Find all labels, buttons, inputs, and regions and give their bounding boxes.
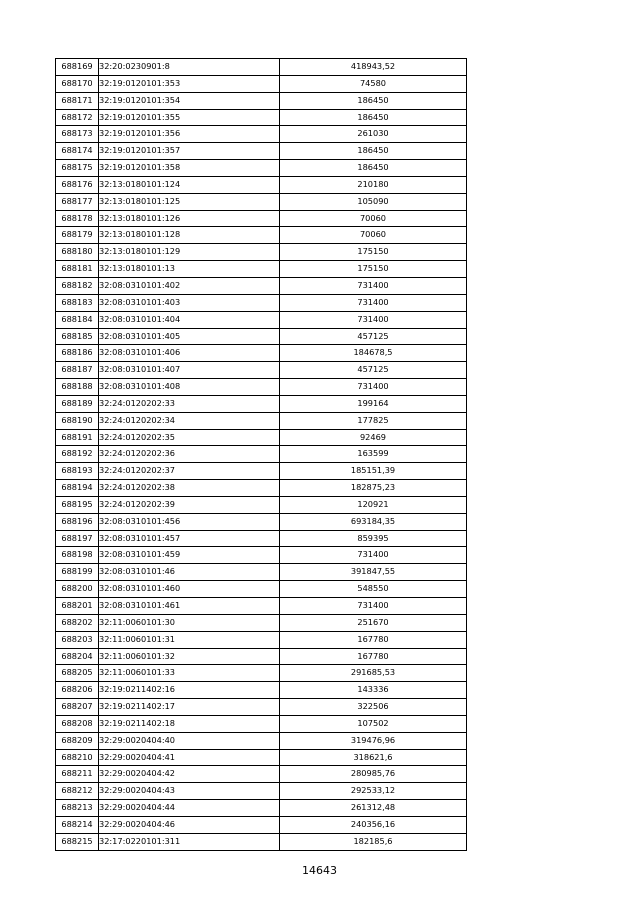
value-cell: 107502	[280, 715, 467, 732]
cadastral-code-cell: 32:29:0020404:40	[99, 732, 280, 749]
table-row	[56, 109, 467, 126]
value-cell: 418943,52	[280, 59, 467, 76]
table-row	[56, 833, 467, 850]
row-id-cell: 688190	[56, 412, 99, 429]
cadastral-code-cell: 32:24:0120202:34	[99, 412, 280, 429]
cadastral-code-cell: 32:29:0020404:46	[99, 816, 280, 833]
row-id-cell: 688211	[56, 766, 99, 783]
row-id-cell: 688198	[56, 547, 99, 564]
row-id-cell: 688210	[56, 749, 99, 766]
row-id-cell: 688212	[56, 783, 99, 800]
cadastral-code-cell: 32:24:0120202:35	[99, 429, 280, 446]
table-row	[56, 92, 467, 109]
cadastral-code-cell: 32:11:0060101:30	[99, 614, 280, 631]
cadastral-code-cell: 32:13:0180101:128	[99, 227, 280, 244]
row-id-cell: 688214	[56, 816, 99, 833]
table-row	[56, 210, 467, 227]
cadastral-code-cell: 32:08:0310101:46	[99, 564, 280, 581]
value-cell: 143336	[280, 682, 467, 699]
table-row	[56, 513, 467, 530]
table-row	[56, 294, 467, 311]
value-cell: 261312,48	[280, 800, 467, 817]
table-row	[56, 564, 467, 581]
row-id-cell: 688206	[56, 682, 99, 699]
value-cell: 199164	[280, 395, 467, 412]
table-row	[56, 480, 467, 497]
row-id-cell: 688174	[56, 143, 99, 160]
value-cell: 731400	[280, 277, 467, 294]
table-row	[56, 715, 467, 732]
value-cell: 167780	[280, 648, 467, 665]
value-cell: 391847,55	[280, 564, 467, 581]
value-cell: 548550	[280, 581, 467, 598]
table-row	[56, 261, 467, 278]
cadastral-code-cell: 32:19:0120101:357	[99, 143, 280, 160]
value-cell: 105090	[280, 193, 467, 210]
value-cell: 261030	[280, 126, 467, 143]
row-id-cell: 688184	[56, 311, 99, 328]
cadastral-code-cell: 32:19:0120101:354	[99, 92, 280, 109]
row-id-cell: 688172	[56, 109, 99, 126]
row-id-cell: 688191	[56, 429, 99, 446]
value-cell: 210180	[280, 176, 467, 193]
cadastral-code-cell: 32:08:0310101:404	[99, 311, 280, 328]
table-row	[56, 193, 467, 210]
value-cell: 731400	[280, 379, 467, 396]
row-id-cell: 688182	[56, 277, 99, 294]
row-id-cell: 688202	[56, 614, 99, 631]
row-id-cell: 688201	[56, 598, 99, 615]
table-row	[56, 345, 467, 362]
cadastral-code-cell: 32:08:0310101:407	[99, 362, 280, 379]
row-id-cell: 688173	[56, 126, 99, 143]
table-row	[56, 749, 467, 766]
row-id-cell: 688188	[56, 379, 99, 396]
row-id-cell: 688200	[56, 581, 99, 598]
value-cell: 186450	[280, 109, 467, 126]
cadastral-code-cell: 32:13:0180101:13	[99, 261, 280, 278]
row-id-cell: 688175	[56, 160, 99, 177]
cadastral-code-cell: 32:19:0120101:358	[99, 160, 280, 177]
row-id-cell: 688189	[56, 395, 99, 412]
row-id-cell: 688187	[56, 362, 99, 379]
row-id-cell: 688178	[56, 210, 99, 227]
value-cell: 457125	[280, 362, 467, 379]
value-cell: 167780	[280, 631, 467, 648]
value-cell: 731400	[280, 598, 467, 615]
table-row	[56, 311, 467, 328]
value-cell: 186450	[280, 92, 467, 109]
table-row	[56, 614, 467, 631]
value-cell: 186450	[280, 143, 467, 160]
row-id-cell: 688171	[56, 92, 99, 109]
cadastral-code-cell: 32:11:0060101:31	[99, 631, 280, 648]
table-row	[56, 800, 467, 817]
value-cell: 175150	[280, 244, 467, 261]
row-id-cell: 688170	[56, 75, 99, 92]
cadastral-code-cell: 32:29:0020404:43	[99, 783, 280, 800]
table-row	[56, 648, 467, 665]
cadastral-code-cell: 32:08:0310101:457	[99, 530, 280, 547]
table-row	[56, 227, 467, 244]
table-row	[56, 783, 467, 800]
cadastral-code-cell: 32:19:0211402:17	[99, 699, 280, 716]
row-id-cell: 688199	[56, 564, 99, 581]
table-row	[56, 143, 467, 160]
registry-table-body	[56, 59, 467, 851]
cadastral-code-cell: 32:19:0120101:353	[99, 75, 280, 92]
table-row	[56, 631, 467, 648]
table-row	[56, 463, 467, 480]
value-cell: 322506	[280, 699, 467, 716]
value-cell: 182875,23	[280, 480, 467, 497]
table-row	[56, 395, 467, 412]
row-id-cell: 688197	[56, 530, 99, 547]
cadastral-code-cell: 32:08:0310101:460	[99, 581, 280, 598]
table-row	[56, 328, 467, 345]
registry-table	[55, 58, 467, 851]
row-id-cell: 688205	[56, 665, 99, 682]
table-row	[56, 766, 467, 783]
table-row	[56, 496, 467, 513]
value-cell: 731400	[280, 547, 467, 564]
value-cell: 92469	[280, 429, 467, 446]
value-cell: 177825	[280, 412, 467, 429]
cadastral-code-cell: 32:13:0180101:125	[99, 193, 280, 210]
row-id-cell: 688196	[56, 513, 99, 530]
value-cell: 186450	[280, 160, 467, 177]
value-cell: 70060	[280, 227, 467, 244]
row-id-cell: 688203	[56, 631, 99, 648]
table-row	[56, 59, 467, 76]
table-row	[56, 379, 467, 396]
row-id-cell: 688186	[56, 345, 99, 362]
cadastral-code-cell: 32:19:0120101:356	[99, 126, 280, 143]
value-cell: 280985,76	[280, 766, 467, 783]
cadastral-code-cell: 32:08:0310101:461	[99, 598, 280, 615]
table-row	[56, 682, 467, 699]
value-cell: 120921	[280, 496, 467, 513]
row-id-cell: 688176	[56, 176, 99, 193]
row-id-cell: 688181	[56, 261, 99, 278]
cadastral-code-cell: 32:19:0120101:355	[99, 109, 280, 126]
row-id-cell: 688215	[56, 833, 99, 850]
cadastral-code-cell: 32:11:0060101:33	[99, 665, 280, 682]
value-cell: 291685,53	[280, 665, 467, 682]
cadastral-code-cell: 32:24:0120202:33	[99, 395, 280, 412]
table-row	[56, 816, 467, 833]
table-row	[56, 530, 467, 547]
value-cell: 70060	[280, 210, 467, 227]
row-id-cell: 688207	[56, 699, 99, 716]
table-row	[56, 581, 467, 598]
row-id-cell: 688169	[56, 59, 99, 76]
row-id-cell: 688192	[56, 446, 99, 463]
value-cell: 457125	[280, 328, 467, 345]
value-cell: 693184,35	[280, 513, 467, 530]
value-cell: 163599	[280, 446, 467, 463]
row-id-cell: 688194	[56, 480, 99, 497]
table-row	[56, 598, 467, 615]
cadastral-code-cell: 32:08:0310101:456	[99, 513, 280, 530]
row-id-cell: 688179	[56, 227, 99, 244]
value-cell: 175150	[280, 261, 467, 278]
value-cell: 859395	[280, 530, 467, 547]
cadastral-code-cell: 32:08:0310101:459	[99, 547, 280, 564]
cadastral-code-cell: 32:08:0310101:408	[99, 379, 280, 396]
value-cell: 182185,6	[280, 833, 467, 850]
cadastral-code-cell: 32:13:0180101:129	[99, 244, 280, 261]
value-cell: 319476,96	[280, 732, 467, 749]
row-id-cell: 688193	[56, 463, 99, 480]
cadastral-code-cell: 32:20:0230901:8	[99, 59, 280, 76]
cadastral-code-cell: 32:24:0120202:38	[99, 480, 280, 497]
table-row	[56, 244, 467, 261]
cadastral-code-cell: 32:29:0020404:41	[99, 749, 280, 766]
cadastral-code-cell: 32:13:0180101:126	[99, 210, 280, 227]
cadastral-code-cell: 32:13:0180101:124	[99, 176, 280, 193]
table-row	[56, 75, 467, 92]
table-row	[56, 547, 467, 564]
table-row	[56, 277, 467, 294]
table-row	[56, 362, 467, 379]
table-row	[56, 412, 467, 429]
page-number: 14643	[302, 864, 337, 877]
cadastral-code-cell: 32:24:0120202:36	[99, 446, 280, 463]
cadastral-code-cell: 32:08:0310101:405	[99, 328, 280, 345]
table-row	[56, 160, 467, 177]
cadastral-code-cell: 32:08:0310101:402	[99, 277, 280, 294]
cadastral-code-cell: 32:29:0020404:44	[99, 800, 280, 817]
table-row	[56, 446, 467, 463]
value-cell: 731400	[280, 311, 467, 328]
cadastral-code-cell: 32:19:0211402:18	[99, 715, 280, 732]
cadastral-code-cell: 32:11:0060101:32	[99, 648, 280, 665]
table-row	[56, 429, 467, 446]
row-id-cell: 688204	[56, 648, 99, 665]
table-row	[56, 732, 467, 749]
cadastral-code-cell: 32:29:0020404:42	[99, 766, 280, 783]
value-cell: 185151,39	[280, 463, 467, 480]
cadastral-code-cell: 32:17:0220101:311	[99, 833, 280, 850]
value-cell: 240356,16	[280, 816, 467, 833]
cadastral-code-cell: 32:19:0211402:16	[99, 682, 280, 699]
cadastral-code-cell: 32:08:0310101:406	[99, 345, 280, 362]
value-cell: 251670	[280, 614, 467, 631]
row-id-cell: 688213	[56, 800, 99, 817]
cadastral-code-cell: 32:24:0120202:37	[99, 463, 280, 480]
row-id-cell: 688177	[56, 193, 99, 210]
table-row	[56, 665, 467, 682]
value-cell: 74580	[280, 75, 467, 92]
row-id-cell: 688209	[56, 732, 99, 749]
value-cell: 184678,5	[280, 345, 467, 362]
table-row	[56, 176, 467, 193]
row-id-cell: 688180	[56, 244, 99, 261]
table-row	[56, 126, 467, 143]
value-cell: 731400	[280, 294, 467, 311]
row-id-cell: 688185	[56, 328, 99, 345]
cadastral-code-cell: 32:24:0120202:39	[99, 496, 280, 513]
row-id-cell: 688208	[56, 715, 99, 732]
row-id-cell: 688183	[56, 294, 99, 311]
cadastral-code-cell: 32:08:0310101:403	[99, 294, 280, 311]
value-cell: 318621,6	[280, 749, 467, 766]
value-cell: 292533,12	[280, 783, 467, 800]
row-id-cell: 688195	[56, 496, 99, 513]
table-row	[56, 699, 467, 716]
